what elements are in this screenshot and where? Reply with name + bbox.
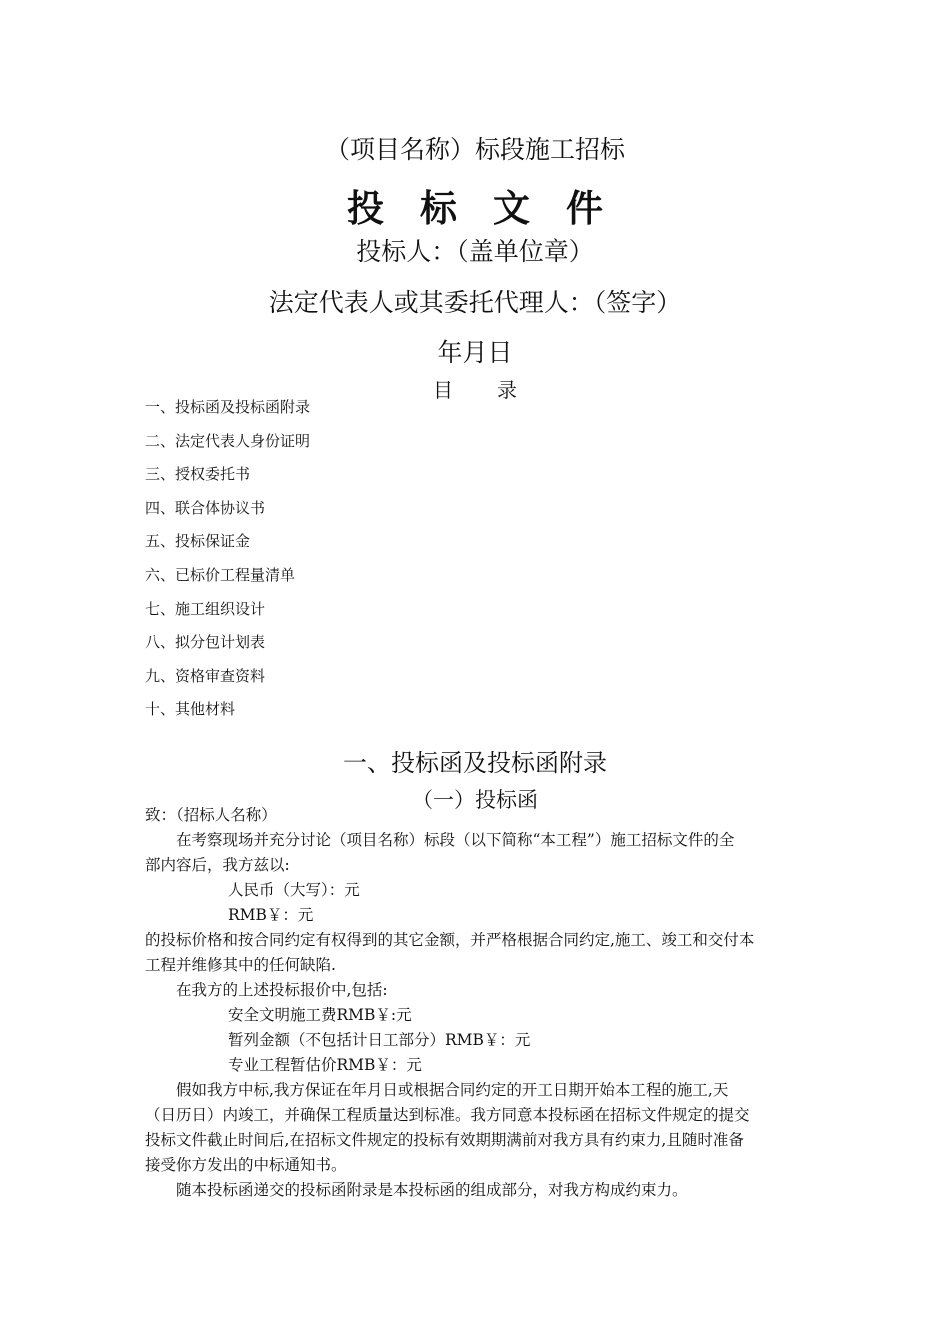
toc-item: 八、拟分包计划表	[145, 633, 266, 652]
table-of-contents	[145, 397, 310, 733]
bid-letter	[145, 803, 810, 1203]
letter-paragraph: 工程并维修其中的任何缺陷.	[145, 956, 336, 974]
toc-title-char: 目	[433, 378, 453, 402]
toc-item: 二、法定代表人身份证明	[145, 431, 311, 450]
toc-item: 五、投标保证金	[145, 532, 251, 551]
section-subtitle: （一）投标函	[412, 788, 538, 812]
letter-recipient: 致：（招标人名称）	[145, 806, 277, 824]
letter-paragraph: 接受你方发出的中标通知书。	[145, 1156, 347, 1174]
toc-item: 六、已标价工程量清单	[145, 565, 296, 584]
toc-title	[0, 374, 950, 403]
document-title-char: 投	[347, 186, 384, 230]
letter-paragraph: 在考察现场并充分讨论（项目名称）标段（以下简称“本工程”）施工招标文件的全	[176, 831, 735, 849]
fee-item: 暂列金额（不包括计日工部分）RMB￥：元	[228, 1031, 531, 1049]
amount-rmb-symbol: RMB￥：元	[228, 906, 314, 924]
fee-item: 专业工程暂估价RMB￥：元	[228, 1056, 422, 1074]
letter-paragraph: （日历日）内竣工，并确保工程质量达到标准。我方同意本投标函在招标文件规定的提交	[145, 1106, 750, 1124]
document-title-char: 标	[420, 186, 457, 230]
bidder-line: 投标人：（盖单位章）	[356, 237, 594, 266]
toc-item: 四、联合体协议书	[145, 498, 266, 517]
amount-rmb-upper: 人民币（大写）：元	[228, 881, 360, 899]
letter-paragraph: 假如我方中标,我方保证在年月日或根据合同约定的开工日期开始本工程的施工,天	[176, 1081, 729, 1099]
toc-item: 十、其他材料	[145, 700, 236, 719]
document-title-char: 件	[566, 186, 603, 230]
letter-paragraph: 投标文件截止时间后,在招标文件规定的投标有效期期满前对我方具有约束力,且随时准备	[145, 1131, 744, 1149]
document-title	[0, 178, 950, 232]
section-title: 一、投标函及投标函附录	[343, 749, 607, 777]
legal-representative-line: 法定代表人或其委托代理人：（签字）	[268, 288, 682, 317]
date-line: 年月日	[437, 338, 513, 367]
letter-paragraph: 的投标价格和按合同约定有权得到的其它金额，并严格根据合同约定,施工、竣工和交付本	[145, 931, 755, 949]
project-title: （项目名称）标段施工招标	[324, 135, 625, 164]
letter-paragraph: 随本投标函递交的投标函附录是本投标函的组成部分，对我方构成约束力。	[176, 1181, 688, 1199]
toc-item: 三、授权委托书	[145, 465, 251, 484]
letter-paragraph: 部内容后，我方兹以:	[145, 856, 290, 874]
toc-item: 七、施工组织设计	[145, 599, 266, 618]
toc-item: 一、投标函及投标函附录	[145, 398, 311, 416]
toc-item: 九、资格审查资料	[145, 666, 266, 685]
letter-paragraph: 在我方的上述投标报价中,包括:	[176, 981, 388, 999]
toc-title-char: 录	[497, 378, 517, 402]
document-title-char: 文	[493, 186, 530, 230]
fee-item: 安全文明施工费RMB￥:元	[228, 1006, 412, 1024]
